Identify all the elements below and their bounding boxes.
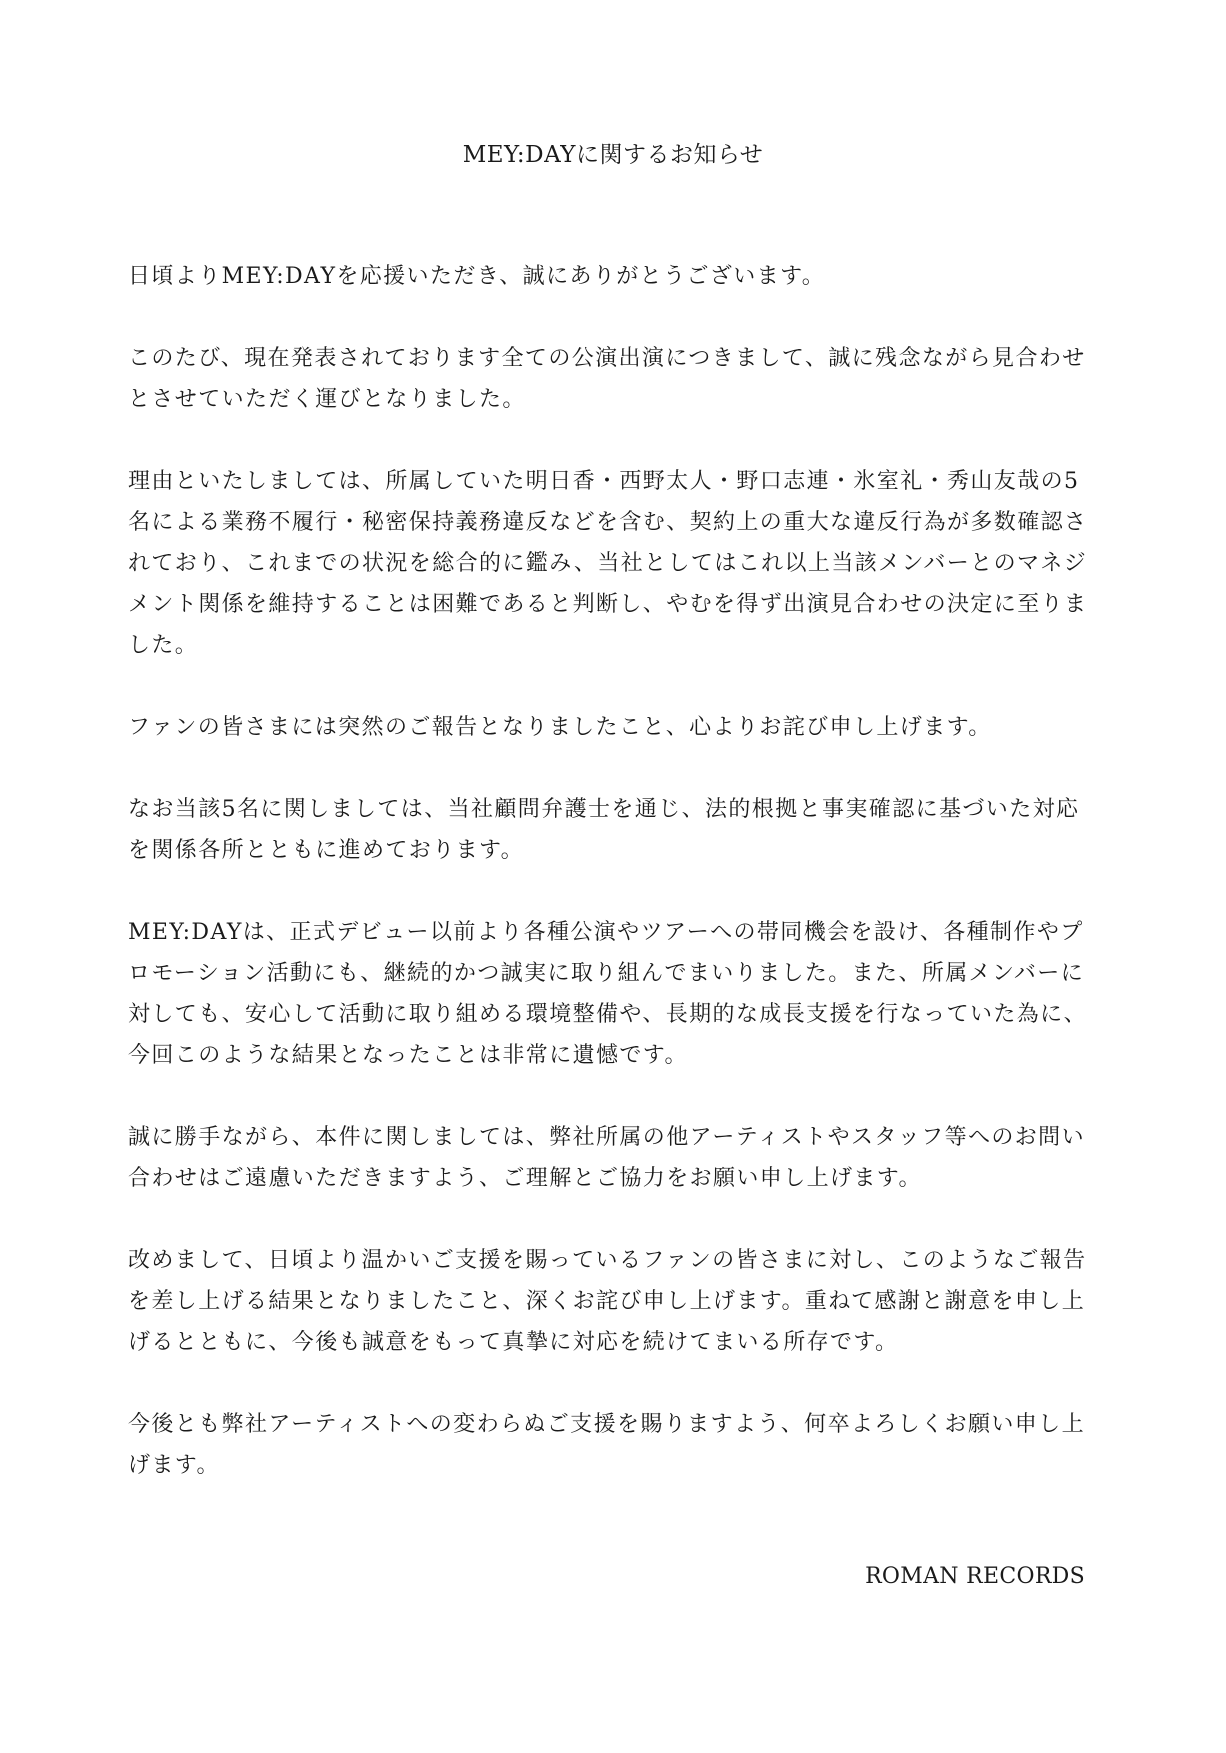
paragraph-line: このたび、現在発表されております全ての公演出演につきまして、誠に残念ながら見合わせ [128,346,1086,371]
paragraph-line: 理由といたしましては、所属していた明日香・西野太人・野口志連・氷室礼・秀山友哉の5 [128,469,1080,494]
paragraph-line: げるとともに、今後も誠意をもって真摯に対応を続けてまいる所存です。 [128,1330,899,1355]
paragraph-greeting [128,256,1090,297]
paragraph-line: 今後とも弊社アーティストへの変わらぬご支援を賜りますよう、何卒よろしくお願い申し上 [128,1412,1085,1437]
paragraph-line: 今回このような結果となったことは非常に遺憾です。 [128,1043,688,1068]
paragraph-line: を関係各所とともに進めております。 [128,838,525,863]
paragraph-line: とさせていただく運びとなりました。 [128,387,526,412]
signature: ROMAN RECORDS [865,1564,1085,1589]
notice-title: MEY:DAYに関するお知らせ [462,142,764,168]
paragraph-line: メント関係を維持することは困難であると判断し、やむを得ず出演見合わせの決定に至りま [128,592,1088,617]
paragraph-line: 対しても、安心して活動に取り組める環境整備や、長期的な成長支援を行なっていた為に、 [128,1002,1087,1027]
paragraph-line: なお当該5名に関しましては、当社顧問弁護士を通じ、法的根拠と事実確認に基づいた対応 [128,797,1080,822]
notice-body [128,256,1090,1527]
paragraph-line: 日頃よりMEY:DAYを応援いただき、誠にありがとうございます。 [128,264,826,289]
paragraph-line: ファンの皆さまには突然のご報告となりましたこと、心よりお詫び申し上げます。 [128,715,992,740]
paragraph-inquiries [128,1117,1090,1199]
paragraph-line: げます。 [128,1453,220,1478]
paragraph-line: 改めまして、日頃より温かいご支援を賜っているファンの皆さまに対し、このようなご報告 [128,1248,1087,1273]
paragraph-line: MEY:DAYは、正式デビュー以前より各種公演やツアーへの帯同機会を設け、各種制作やプ [128,920,1084,945]
paragraph-line: ロモーション活動にも、継続的かつ誠実に取り組んでまいりました。また、所属メンバーに [128,961,1085,986]
paragraph-cancellation [128,338,1090,420]
paragraph-line: 名による業務不履行・秘密保持義務違反などを含む、契約上の重大な違反行為が多数確認さ [128,510,1088,535]
paragraph-line: した。 [128,633,199,658]
paragraph-background [128,912,1090,1076]
paragraph-line: れており、これまでの状況を総合的に鑑み、当社としてはこれ以上当該メンバーとのマネジ [128,551,1088,576]
paragraph-line: 誠に勝手ながら、本件に関しましては、弊社所属の他アーティストやスタッフ等へのお問い [128,1125,1085,1150]
paragraph-closing [128,1404,1090,1486]
paragraph-line: 合わせはご遠慮いただきますよう、ご理解とご協力をお願い申し上げます。 [128,1166,922,1191]
paragraph-reason [128,461,1090,666]
paragraph-line: を差し上げる結果となりましたこと、深くお詫び申し上げます。重ねて感謝と謝意を申し上 [128,1289,1086,1314]
paragraph-gratitude [128,1240,1090,1363]
paragraph-legal [128,789,1090,871]
paragraph-apology [128,707,1090,748]
